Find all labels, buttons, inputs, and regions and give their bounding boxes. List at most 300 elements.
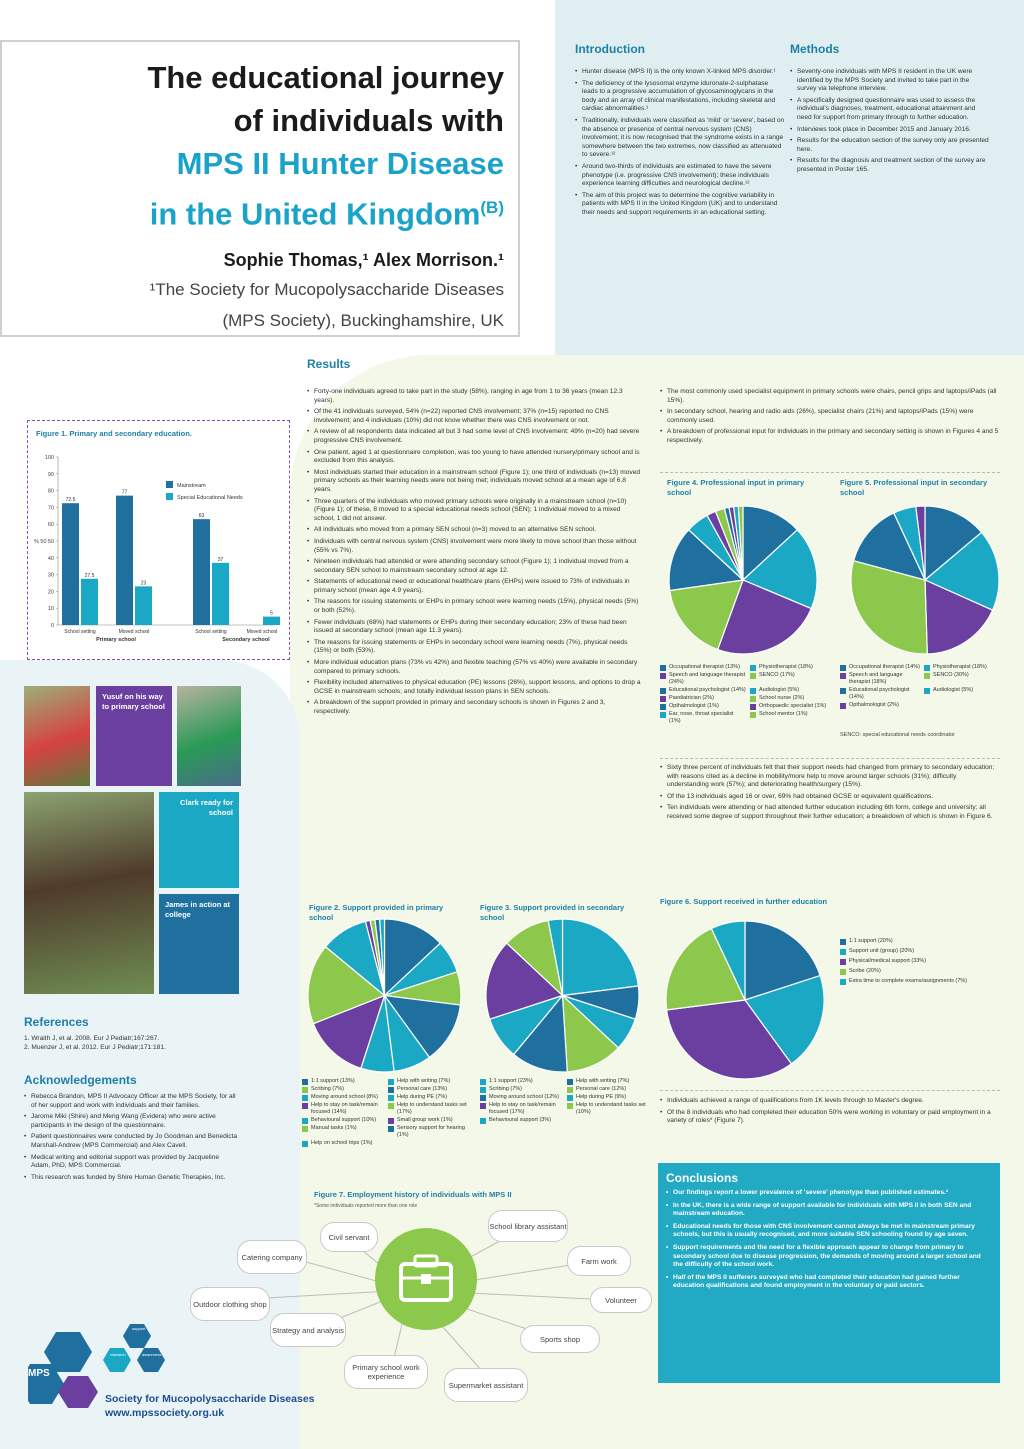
legend-label: 1:1 support (13%) bbox=[311, 1078, 355, 1084]
legend-label: Physical/medical support (33%) bbox=[849, 958, 927, 964]
fig7-node: Volunteer bbox=[590, 1287, 652, 1313]
fig7-node: Strategy and analysis bbox=[270, 1313, 346, 1347]
methods-item: • Results for the education section of the survey only are presented here. bbox=[790, 137, 990, 154]
acknowledgements-heading: Acknowledgements bbox=[24, 1073, 137, 1087]
fig2-pie-chart bbox=[302, 913, 467, 1078]
results-heading: Results bbox=[307, 357, 351, 371]
legend-item bbox=[660, 695, 746, 702]
results-item: • Sixty three percent of individuals felt that their support needs had changed from primary to secondary education; with reasons cited as a decline in mobility/more help to move around larger schools (31%); difficulty understanding work (57%); and deteriorating health/surgery (15%). bbox=[660, 764, 1000, 790]
fig1-bar-chart bbox=[28, 443, 291, 659]
results-item: • A review of all respondents data indicated all but 3 had some level of CNS involvement: 49% (n=20) had severe progressive CNS involvement. bbox=[307, 428, 643, 445]
bar-data-label: 77 bbox=[121, 489, 128, 496]
acknowledgement-item: • This research was funded by Shire Human Genetic Therapies, Inc. bbox=[24, 1174, 239, 1183]
reference-item: 2. Muenzer J, et al. 2012. Eur J Pediatr;171:181. bbox=[24, 1043, 166, 1051]
briefcase-circle bbox=[375, 1228, 477, 1330]
legend-swatch bbox=[302, 1103, 308, 1109]
legend-label: Scribe (20%) bbox=[849, 968, 881, 974]
legend-item bbox=[388, 1117, 470, 1124]
legend-swatch bbox=[924, 665, 930, 671]
photo-james bbox=[24, 792, 154, 994]
y-tick-label: 70 bbox=[47, 505, 54, 512]
legend-swatch bbox=[924, 673, 930, 679]
title-line-3: MPS II Hunter Disease bbox=[176, 146, 504, 181]
legend-label: Help with writing (7%) bbox=[576, 1078, 630, 1084]
conclusion-item: • Educational needs for those with CNS involvement cannot always be met in mainstream primary schools, but this is usually recognised, and more suitable SEN schooling found by age seven. bbox=[666, 1223, 992, 1240]
legend-item bbox=[388, 1078, 470, 1085]
logo-hexagons bbox=[88, 1322, 188, 1382]
results-item: • Of the 13 individuals aged 16 or over, 69% had obtained GCSE or equivalent qualifications. bbox=[660, 793, 1000, 802]
affiliation-1: ¹The Society for Mucopolysaccharide Diseases bbox=[149, 280, 504, 300]
legend-swatch bbox=[660, 704, 666, 710]
logo-hex-awareness: awareness bbox=[142, 1352, 162, 1357]
conclusion-item: • Half of the MPS II sufferers surveyed who had completed their education had gained further education qualifications and found employment in the voluntary or paid sectors. bbox=[666, 1274, 992, 1291]
x-tick-label: School setting bbox=[64, 629, 96, 635]
legend-item bbox=[840, 664, 920, 671]
legend-item bbox=[840, 702, 920, 709]
legend-swatch bbox=[567, 1079, 573, 1085]
fig3-title: Figure 3. Support provided in secondary school bbox=[480, 903, 625, 922]
bar bbox=[116, 496, 133, 625]
divider bbox=[660, 472, 1000, 473]
fig6-title: Figure 6. Support received in further education bbox=[660, 897, 828, 906]
title-block bbox=[0, 40, 520, 337]
fig5-legend bbox=[840, 664, 1004, 709]
legend-label: Audiologist (5%) bbox=[759, 687, 800, 693]
introduction-item: • The deficiency of the lysosomal enzyme iduronate-2-sulphatase leads to a progressive accumulation of glycosaminoglycans in the body and an array of clinical manifestations, including skeletal and cardiac abnormalities.¹ bbox=[575, 80, 785, 114]
results-item: • The most commonly used specialist equipment in primary schools were chairs, pencil grips and laptops/iPads (all 15%). bbox=[660, 388, 1000, 405]
fig7-node: School library assistant bbox=[488, 1210, 568, 1242]
legend-label: Behavioural support (3%) bbox=[489, 1117, 552, 1123]
legend-swatch bbox=[660, 712, 666, 718]
legend-swatch bbox=[750, 712, 756, 718]
fig5-title: Figure 5. Professional input in secondary school bbox=[840, 478, 988, 497]
legend-item bbox=[480, 1102, 563, 1116]
results-item: • Of the 41 individuals surveyed, 54% (n=22) reported CNS involvement; 37% (n=15) reported no CNS involvement; and 4 individuals (10%) did not know whether there was CNS involvement or not. bbox=[307, 408, 643, 425]
references-heading: References bbox=[24, 1015, 89, 1029]
legend-swatch bbox=[302, 1141, 308, 1147]
methods-list bbox=[790, 68, 990, 175]
y-tick-label: 40 bbox=[47, 555, 54, 562]
legend-item bbox=[750, 672, 836, 686]
y-tick-label: 90 bbox=[47, 471, 54, 478]
legend-item bbox=[567, 1086, 650, 1093]
legend-item bbox=[302, 1140, 384, 1147]
legend-item bbox=[302, 1125, 384, 1139]
methods-item: • Interviews took place in December 2015 and January 2016. bbox=[790, 126, 990, 135]
legend-swatch bbox=[840, 673, 846, 679]
legend-item bbox=[567, 1078, 650, 1085]
fig7-node: Supermarket assistant bbox=[444, 1368, 528, 1402]
results-item: • Individuals with central nervous system (CNS) involvement were more likely to move school than those without (55% vs 7%). bbox=[307, 538, 643, 555]
legend-label: Audiologist (5%) bbox=[933, 687, 974, 693]
legend-item bbox=[924, 687, 1004, 701]
conclusion-item: • In the UK, there is a wide range of support available for individuals with MPS II in both SEN and mainstream education. bbox=[666, 1202, 992, 1219]
legend-swatch bbox=[166, 481, 173, 488]
legend-swatch bbox=[302, 1095, 308, 1101]
acknowledgements-section bbox=[24, 1073, 239, 1185]
legend-label: Help to stay on task/remain focused (14%) bbox=[311, 1102, 378, 1115]
y-tick-label: 50 bbox=[47, 539, 54, 545]
results-item: • Ten individuals were attending or had attended further education including 6th form, college and university; all received some degree of support throughout their further education; a breakdown of which is shown in Figure 6. bbox=[660, 804, 1000, 821]
legend-item bbox=[924, 664, 1004, 671]
results-column-2b bbox=[660, 764, 1000, 825]
conclusions-list bbox=[666, 1189, 992, 1291]
caption-tile-yusuf: Yusuf on his way to primary school bbox=[96, 686, 172, 786]
fig7-node: Primary school work experience bbox=[344, 1355, 428, 1389]
methods-item: • Seventy-one individuals with MPS II resident in the UK were identified by the MPS Society and invited to take part in the survey via telephone interview. bbox=[790, 68, 990, 94]
legend-swatch bbox=[388, 1103, 394, 1109]
results-column-2c bbox=[660, 1097, 1000, 1129]
conclusions-heading: Conclusions bbox=[666, 1171, 739, 1185]
legend-swatch bbox=[750, 688, 756, 694]
legend-label: Help during PE (9%) bbox=[576, 1094, 627, 1100]
legend-item bbox=[302, 1102, 384, 1116]
affiliation-2: (MPS Society), Buckinghamshire, UK bbox=[222, 311, 504, 331]
bar bbox=[212, 563, 229, 625]
reference-item: 1. Wraith J, et al. 2008. Eur J Pediatr;167:267. bbox=[24, 1035, 160, 1042]
legend-label: Physiotherapist (18%) bbox=[759, 664, 813, 670]
legend-item bbox=[840, 938, 990, 945]
fig4-pie-chart bbox=[663, 500, 823, 660]
results-list-2b bbox=[660, 764, 1000, 822]
results-item: • Individuals achieved a range of qualifications from 1K levels through to Master's degree. bbox=[660, 1097, 1000, 1106]
legend-item bbox=[480, 1117, 563, 1124]
legend-item bbox=[750, 703, 836, 710]
legend-label: Manual tasks (1%) bbox=[311, 1125, 357, 1131]
legend-item bbox=[302, 1117, 384, 1124]
bar bbox=[62, 503, 79, 625]
methods-heading: Methods bbox=[790, 42, 840, 56]
legend-swatch bbox=[302, 1079, 308, 1085]
results-item: • Flexibility included alternatives to physical education (PE) lessons (26%), support lessons, and options to drop a GCSE in mainstream schools; and totally individual lesson plans in SEN schools. bbox=[307, 679, 643, 696]
results-item: • Most individuals started their education in a mainstream school (Figure 1); one third of individuals (n=13) moved primary schools as their learning needs were not being met; individuals moved school at a mean age of 6.8 years. bbox=[307, 469, 643, 495]
fig6-pie-chart bbox=[660, 915, 830, 1085]
legend-swatch bbox=[480, 1095, 486, 1101]
legend-label: Occupational therapist (14%) bbox=[849, 664, 920, 670]
results-item: • Forty-one individuals agreed to take part in the study (58%), ranging in age from 1 to 36 years (mean 12.3 years). bbox=[307, 388, 643, 405]
org-name: Society for Mucopolysaccharide Diseases bbox=[105, 1393, 315, 1405]
photo-yusuf bbox=[24, 686, 90, 786]
fig3-pie-chart bbox=[480, 913, 645, 1078]
legend-label: Moving around school (12%) bbox=[489, 1094, 560, 1100]
legend-item bbox=[924, 672, 1004, 686]
results-list-1 bbox=[307, 388, 643, 717]
bar-data-label: 5 bbox=[270, 610, 273, 617]
legend-item bbox=[840, 687, 920, 701]
legend-label: Moving around school (8%) bbox=[311, 1094, 378, 1100]
legend-label: Speech and language therapist (18%) bbox=[849, 672, 903, 685]
legend-label: Small group work (1%) bbox=[397, 1117, 453, 1123]
legend-swatch bbox=[840, 688, 846, 694]
legend-swatch bbox=[660, 696, 666, 702]
y-tick-label: 30 bbox=[47, 572, 54, 579]
acknowledgement-item: • Jarome Miki (Shire) and Meng Wang (Evidera) who were active participants in the design of the questionnaire. bbox=[24, 1113, 239, 1130]
fig7-node: Catering company bbox=[237, 1240, 307, 1274]
y-tick-label: 80 bbox=[47, 488, 54, 495]
conclusion-item: • Support requirements and the need for a flexible approach appear to change from primary to secondary school due to disease progression, the demands of moving around a larger school and the difficulty of the school work. bbox=[666, 1244, 992, 1270]
logo-block bbox=[28, 1326, 162, 1419]
results-list-2 bbox=[660, 388, 1000, 446]
results-item: • Three quarters of the individuals who moved primary schools were originally in a mainstream school (n=10) (Figure 1); of these, 8 moved to a special educational needs school (SEN); 1 individual moved to a mixed school, 1 did not answer. bbox=[307, 498, 643, 524]
legend-label: Personal care (12%) bbox=[576, 1086, 627, 1092]
legend-label: Orthopaedic specialist (1%) bbox=[759, 703, 827, 709]
x-tick-label: School setting bbox=[195, 629, 227, 635]
fig2-title: Figure 2. Support provided in primary school bbox=[309, 903, 444, 922]
results-item: • A breakdown of professional input for individuals in the primary and secondary setting is shown in Figures 4 and 5 respectively. bbox=[660, 428, 1000, 445]
legend-item bbox=[480, 1078, 563, 1085]
references-section bbox=[24, 1015, 284, 1052]
results-item: • Fewer individuals (68%) had statements or EHPs during their secondary education; 23% of these had been issued at secondary school (mean age 11.3 years). bbox=[307, 619, 643, 636]
legend-item bbox=[660, 672, 746, 686]
fig7-title: Figure 7. Employment history of individuals with MPS II bbox=[314, 1190, 512, 1199]
legend-swatch bbox=[924, 688, 930, 694]
legend-label: Educational psychologist (14%) bbox=[669, 687, 746, 693]
legend-label: Help to understand tasks set (17%) bbox=[397, 1102, 467, 1115]
legend-label: Scribing (7%) bbox=[489, 1086, 523, 1092]
legend-item bbox=[840, 958, 990, 965]
legend-item bbox=[840, 948, 990, 955]
legend-swatch bbox=[302, 1087, 308, 1093]
legend-swatch bbox=[840, 949, 846, 955]
results-column-2 bbox=[660, 388, 1000, 449]
fig7-note: *Some individuals reported more than one role bbox=[314, 1203, 418, 1209]
logo-hex-research: research bbox=[110, 1352, 126, 1357]
references-list bbox=[24, 1035, 284, 1052]
legend-swatch bbox=[750, 696, 756, 702]
legend-label: Scribing (7%) bbox=[311, 1086, 345, 1092]
legend-label: Help with writing (7%) bbox=[397, 1078, 451, 1084]
legend-label: Sensory support for hearing (1%) bbox=[397, 1125, 465, 1138]
results-item: • One patient, aged 1 at questionnaire completion, was too young to have attended nursery/primary school and is excluded from this analysis. bbox=[307, 449, 643, 466]
y-tick-label: 100 bbox=[44, 455, 54, 461]
legend-item bbox=[660, 711, 746, 725]
legend-swatch bbox=[480, 1079, 486, 1085]
legend-item bbox=[480, 1086, 563, 1093]
legend-label: Help to stay on task/remain focused (17%) bbox=[489, 1102, 556, 1115]
x-tick-label: Moved school bbox=[118, 629, 150, 635]
caption-tile-james: James in action at college bbox=[159, 894, 239, 994]
legend-item bbox=[567, 1094, 650, 1101]
fig5-pie-chart bbox=[845, 500, 1005, 660]
fig4-title: Figure 4. Professional input in primary school bbox=[667, 478, 805, 497]
introduction-item: • Traditionally, individuals were classified as 'mild' or 'severe', based on the absence or presence of central nervous system (CNS) involvement; it is now recognised that the syndrome exists in a range somewhere between the two extremes, now classified as attenuated to severe.¹² bbox=[575, 117, 785, 160]
legend-item bbox=[660, 687, 746, 694]
legend-label: Special Educational Needs bbox=[177, 495, 243, 501]
legend-swatch bbox=[166, 493, 173, 500]
bar bbox=[193, 519, 210, 625]
results-item: • Of the 8 individuals who had completed their education 50% were working in voluntary or paid employment in a variety of roles* (Figure 7). bbox=[660, 1109, 1000, 1126]
caption-tile-clark: Clark ready for school bbox=[159, 792, 239, 888]
methods-item: • Results for the diagnosis and treatment section of the survey are presented in Poster 165. bbox=[790, 157, 990, 174]
legend-item bbox=[660, 703, 746, 710]
conclusions-panel bbox=[658, 1163, 1000, 1383]
fig7-node: Sports shop bbox=[520, 1325, 600, 1353]
legend-item bbox=[302, 1094, 384, 1101]
legend-label: Extra time to complete exams/assignments (7%) bbox=[849, 978, 967, 984]
acknowledgement-item: • Medical writing and editorial support was provided by Jacqueline Adam, PhD, MPS Commercial. bbox=[24, 1154, 239, 1171]
fig1-title: Figure 1. Primary and secondary education. bbox=[36, 429, 192, 438]
legend-label: Speech and language therapist (24%) bbox=[669, 672, 746, 685]
legend-item bbox=[750, 711, 836, 725]
results-item: • The reasons for issuing statements or EHPs in primary school were learning needs (15%), physical needs (5%) or both (52%). bbox=[307, 598, 643, 615]
legend-swatch bbox=[840, 703, 846, 709]
methods-section bbox=[790, 42, 990, 178]
legend-item bbox=[840, 672, 920, 686]
legend-item bbox=[388, 1094, 470, 1101]
legend-swatch bbox=[567, 1103, 573, 1109]
legend-label: Help on school trips (1%) bbox=[311, 1140, 373, 1146]
authors: Sophie Thomas,¹ Alex Morrison.¹ bbox=[223, 250, 504, 271]
introduction-heading: Introduction bbox=[575, 42, 645, 56]
x-group-label: Primary school bbox=[96, 637, 136, 643]
introduction-section bbox=[575, 42, 785, 221]
org-url[interactable]: www.mpssociety.org.uk bbox=[105, 1407, 225, 1419]
legend-label: Help during PE (7%) bbox=[397, 1094, 448, 1100]
legend-label: Help to understand tasks set (10%) bbox=[576, 1102, 646, 1115]
legend-swatch bbox=[388, 1118, 394, 1124]
legend-swatch bbox=[302, 1118, 308, 1124]
legend-label: Mainstream bbox=[177, 483, 206, 489]
acknowledgement-item: • Patient questionnaires were conducted by Jo Goodman and Benedicta Marshall-Andrew (MPS Commercial) and Alex Cavell. bbox=[24, 1133, 239, 1150]
legend-swatch bbox=[840, 969, 846, 975]
bar-data-label: 23 bbox=[140, 580, 147, 587]
legend-swatch bbox=[840, 939, 846, 945]
legend-item bbox=[388, 1102, 470, 1116]
results-item: • A breakdown of the support provided in primary and secondary schools is shown in Figures 2 and 3, respectively. bbox=[307, 699, 643, 716]
bar bbox=[263, 617, 280, 625]
bar bbox=[81, 579, 98, 625]
introduction-item: • Hunter disease (MPS II) is the only known X-linked MPS disorder.¹ bbox=[575, 68, 785, 77]
fig4-legend bbox=[660, 664, 836, 725]
bar bbox=[135, 586, 152, 625]
legend-label: Support unit (group) (20%) bbox=[849, 948, 915, 954]
legend-label: Opthalmologist (1%) bbox=[669, 703, 719, 709]
bar-data-label: 72.5 bbox=[65, 497, 76, 504]
results-item: • Statements of educational need or educational healthcare plans (EHPs) were issued to 73% of individuals in primary school (mean age 4.9 years). bbox=[307, 578, 643, 595]
divider bbox=[660, 758, 1000, 759]
legend-label: 1:1 support (20%) bbox=[849, 938, 893, 944]
legend-label: Physiotherapist (18%) bbox=[933, 664, 987, 670]
legend-swatch bbox=[750, 704, 756, 710]
divider bbox=[660, 1090, 1000, 1091]
legend-item bbox=[388, 1125, 470, 1139]
fig3-legend bbox=[480, 1078, 650, 1124]
legend-item bbox=[840, 968, 990, 975]
legend-label: SENCO (30%) bbox=[933, 672, 969, 678]
legend-label: School mentor (1%) bbox=[759, 711, 808, 717]
legend-item bbox=[750, 687, 836, 694]
legend-item bbox=[840, 978, 990, 985]
legend-swatch bbox=[840, 665, 846, 671]
y-tick-label: 60 bbox=[47, 522, 54, 529]
results-item: • In secondary school, hearing and radio aids (26%), specialist chairs (21%) and laptops/iPads (15%) were commonly used. bbox=[660, 408, 1000, 425]
legend-item bbox=[750, 664, 836, 671]
methods-item: • A specifically designed questionnaire was used to assess the individual's diagnoses, treatment, educational attainment and need for support from primary through to further education. bbox=[790, 97, 990, 123]
photo-clark bbox=[177, 686, 241, 786]
fig5-note: SENCO: special educational needs coordinator bbox=[840, 732, 955, 738]
legend-label: Occupational therapist (13%) bbox=[669, 664, 740, 670]
legend-swatch bbox=[388, 1079, 394, 1085]
conclusion-item: • Our findings report a lower prevalence of 'severe' phenotype than published estimates.² bbox=[666, 1189, 992, 1198]
results-item: • All individuals who moved from a primary SEN school (n=3) moved to an alternative SEN school. bbox=[307, 526, 643, 535]
fig7-node: Farm work bbox=[567, 1246, 631, 1276]
legend-swatch bbox=[840, 979, 846, 985]
y-tick-label: 10 bbox=[47, 606, 54, 613]
logo-hex-support: support bbox=[132, 1326, 146, 1331]
legend-label: School nurse (2%) bbox=[759, 695, 805, 701]
briefcase-icon bbox=[375, 1228, 477, 1330]
legend-label: 1:1 support (23%) bbox=[489, 1078, 533, 1084]
y-axis-label: % 50 bbox=[34, 539, 47, 545]
legend-swatch bbox=[750, 665, 756, 671]
fig7-node: Outdoor clothing shop bbox=[190, 1287, 270, 1321]
x-group-label: Secondary school bbox=[222, 637, 270, 643]
results-column-1 bbox=[307, 388, 643, 720]
legend-item bbox=[660, 664, 746, 671]
y-tick-label: 0 bbox=[50, 623, 54, 629]
legend-swatch bbox=[567, 1095, 573, 1101]
pie-slice bbox=[563, 919, 639, 996]
legend-swatch bbox=[660, 688, 666, 694]
legend-item bbox=[750, 695, 836, 702]
legend-label: Ear, nose, throat specialist (1%) bbox=[669, 711, 734, 724]
fig2-legend bbox=[302, 1078, 470, 1147]
bar-data-label: 63 bbox=[198, 513, 205, 520]
bar-data-label: 37 bbox=[217, 556, 224, 563]
legend-swatch bbox=[840, 959, 846, 965]
legend-item bbox=[302, 1086, 384, 1093]
legend-swatch bbox=[480, 1118, 486, 1124]
title-line-4: in the United Kingdom$^{(B)}$ bbox=[149, 196, 504, 232]
legend-item bbox=[480, 1094, 563, 1101]
results-list-2c bbox=[660, 1097, 1000, 1126]
legend-swatch bbox=[480, 1087, 486, 1093]
legend-label: Opthalmologist (2%) bbox=[849, 702, 899, 708]
title-line-1: The educational journey bbox=[147, 60, 504, 95]
legend-label: Paediatrician (2%) bbox=[669, 695, 714, 701]
legend-swatch bbox=[660, 665, 666, 671]
results-item: • More individual education plans (73% vs 42%) and flexible teaching (57% vs 40%) were available in secondary compared to primary schools. bbox=[307, 659, 643, 676]
legend-swatch bbox=[388, 1087, 394, 1093]
legend-swatch bbox=[388, 1095, 394, 1101]
legend-item bbox=[388, 1086, 470, 1093]
acknowledgement-item: • Rebecca Brandon, MPS II Advocacy Officer at the MPS Society, for all of her support and work with individuals and their families. bbox=[24, 1093, 239, 1110]
fig7-node: Civil servant bbox=[320, 1222, 378, 1252]
legend-swatch bbox=[302, 1126, 308, 1132]
legend-swatch bbox=[750, 673, 756, 679]
acknowledgements-list bbox=[24, 1093, 239, 1182]
legend-swatch bbox=[480, 1103, 486, 1109]
fig6-legend bbox=[840, 938, 990, 985]
introduction-item: • The aim of this project was to determine the cognitive variability in patients with MPS II in the United Kingdom (UK) and to understand their needs and support requirements in an educational setting. bbox=[575, 192, 785, 218]
legend-label: Behavioural support (10%) bbox=[311, 1117, 377, 1123]
title-line-2: of individuals with bbox=[233, 103, 504, 138]
bar-data-label: 27.5 bbox=[84, 572, 95, 579]
introduction-item: • Around two-thirds of individuals are estimated to have the severe phenotype (i.e. progressive CNS involvement); these individuals experience learning difficulties and neurological decline.¹² bbox=[575, 163, 785, 189]
legend-label: Educational psychologist (14%) bbox=[849, 687, 910, 700]
legend-item bbox=[567, 1102, 650, 1116]
logo-mark: MPS bbox=[28, 1368, 50, 1379]
legend-swatch bbox=[388, 1126, 394, 1132]
legend-label: SENCO (17%) bbox=[759, 672, 795, 678]
legend-swatch bbox=[567, 1087, 573, 1093]
legend-item bbox=[302, 1078, 384, 1085]
results-item: • Nineteen individuals had attended or were attending secondary school (Figure 1); 1 individual moved from a secondary SEN school to mainstream secondary school at age 12. bbox=[307, 558, 643, 575]
x-tick-label: Moved school bbox=[246, 629, 278, 635]
legend-swatch bbox=[660, 673, 666, 679]
results-item: • The reasons for issuing statements or EHPs in secondary school were learning needs (7%), physical needs (15%) or both (53%). bbox=[307, 639, 643, 656]
fig1-panel bbox=[27, 420, 290, 660]
